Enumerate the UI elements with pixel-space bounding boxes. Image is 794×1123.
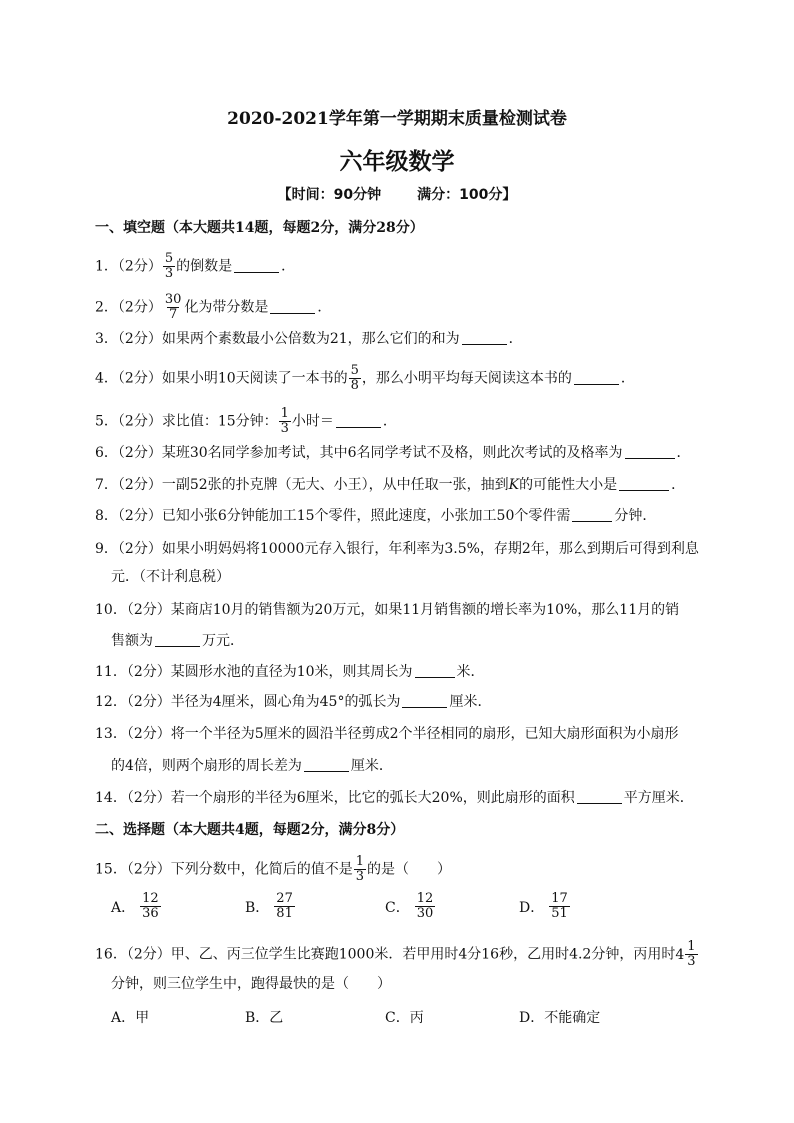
answer-blank[interactable] (619, 476, 669, 491)
answer-blank[interactable] (415, 663, 455, 678)
answer-blank[interactable] (462, 330, 507, 345)
mixed-number: 4 $\frac{1}{3}$ (675, 939, 696, 969)
section-heading-multiple-choice: 二、选择题（本大题共4题，每题2分，满分8分） (95, 822, 405, 838)
question-9: 9．（2分）如果小明妈妈将10000元存入银行，年利率为3.5%，存期2年，那么到期后可得到利息 (95, 541, 699, 557)
fraction: $\frac{27}{81}$ (276, 891, 293, 921)
answer-blank[interactable] (336, 413, 381, 428)
question-10-cont: 售额为 万元． (111, 633, 244, 649)
question-2: 2．（2分） $\frac{30}{7}$ 化为带分数是 ． (95, 292, 332, 322)
answer-blank[interactable] (572, 507, 612, 522)
question-3: 3．（2分）如果两个素数最小公倍数为21，那么它们的和为 ． (95, 331, 523, 347)
question-9-cont: 元．（不计利息税） (111, 569, 230, 585)
option-a[interactable]: A．甲 (111, 1010, 150, 1026)
time-info: 【时间：90分钟 (277, 187, 382, 203)
fraction: $\frac{5}{3}$ (164, 251, 174, 281)
question-13: 13．（2分）将一个半径为5厘米的圆沿半径剪成2个半径相同的扇形，已知大扇形面积为小扇形 (95, 726, 679, 742)
question-16-cont: 分钟，则三位学生中，跑得最快的是（ ） (111, 976, 391, 992)
question-5: 5．（2分）求比值：15分钟： $\frac{1}{3}$ 小时＝ ． (95, 406, 397, 436)
exam-subtitle: 六年级数学 (339, 148, 455, 175)
question-12: 12．（2分）半径为4厘米，圆心角为45°的弧长为 厘米． (95, 694, 492, 710)
question-16: 16．（2分）甲、乙、丙三位学生比赛跑1000米．若甲用时4分16秒，乙用时4.2分钟，丙用时 4 $\frac{1}{3}$ (95, 940, 699, 969)
answer-blank[interactable] (625, 444, 675, 459)
answer-blank[interactable] (234, 258, 279, 273)
section-heading-fill-blank: 一、填空题（本大题共14题，每题2分，满分28分） (95, 220, 424, 236)
answer-blank[interactable] (402, 693, 447, 708)
question-15: 15．（2分）下列分数中，化简后的值不是 $\frac{1}{3}$ 的是（ ） (95, 854, 452, 884)
fraction: $\frac{17}{51}$ (551, 891, 568, 921)
exam-info (0, 184, 794, 204)
question-4: 4．（2分）如果小明10天阅读了一本书的 $\frac{5}{8}$ ，那么小明平均每天阅读这本书的 ． (95, 363, 635, 393)
question-8: 8．（2分）已知小张6分钟能加工15个零件，照此速度，小张加工50个零件需 分钟． (95, 508, 657, 524)
fraction: $\frac{30}{7}$ (164, 292, 182, 322)
answer-blank[interactable] (574, 370, 619, 385)
fraction: $\frac{1}{3}$ (280, 406, 289, 436)
option-c[interactable]: C．丙 (385, 1010, 424, 1026)
option-d[interactable]: D．不能确定 (519, 1010, 601, 1026)
question-13-cont: 的4倍，则两个扇形的周长差为 厘米． (111, 758, 393, 774)
option-b[interactable]: B． $\frac{27}{81}$ (245, 891, 293, 921)
score-info: 满分：100分】 (417, 187, 517, 203)
fraction: $\frac{12}{36}$ (142, 891, 159, 921)
fraction: $\frac{12}{30}$ (416, 891, 434, 921)
option-a[interactable]: A． $\frac{12}{36}$ (111, 891, 159, 921)
fraction: $\frac{1}{3}$ (355, 854, 365, 884)
answer-blank[interactable] (155, 632, 200, 647)
answer-blank[interactable] (577, 789, 622, 804)
question-6: 6．（2分）某班30名同学参加考试，其中6名同学考试不及格，则此次考试的及格率为 ． (95, 445, 691, 461)
fraction: $\frac{5}{8}$ (350, 363, 359, 393)
option-c[interactable]: C． $\frac{12}{30}$ (385, 891, 434, 921)
option-d[interactable]: D． $\frac{17}{51}$ (519, 891, 568, 921)
question-14: 14．（2分）若一个扇形的半径为6厘米，比它的弧长大20%，则此扇形的面积 平方厘米． (95, 790, 694, 806)
answer-blank[interactable] (304, 757, 349, 772)
option-b[interactable]: B．乙 (245, 1010, 284, 1026)
question-1: 1．（2分） $\frac{5}{3}$ 的倒数是 ． (95, 251, 296, 281)
question-11: 11．（2分）某圆形水池的直径为10米，则其周长为 米． (95, 664, 485, 680)
question-7: 7．（2分）一副52张的扑克牌（无大、小王），从中任取一张，抽到K的可能性大小是 ． (95, 477, 686, 493)
exam-title: 2020-2021学年第一学期期末质量检测试卷 (227, 109, 567, 129)
answer-blank[interactable] (270, 299, 315, 314)
question-10: 10．（2分）某商店10月的销售额为20万元，如果11月销售额的增长率为10%，那么11月的销 (95, 602, 680, 618)
